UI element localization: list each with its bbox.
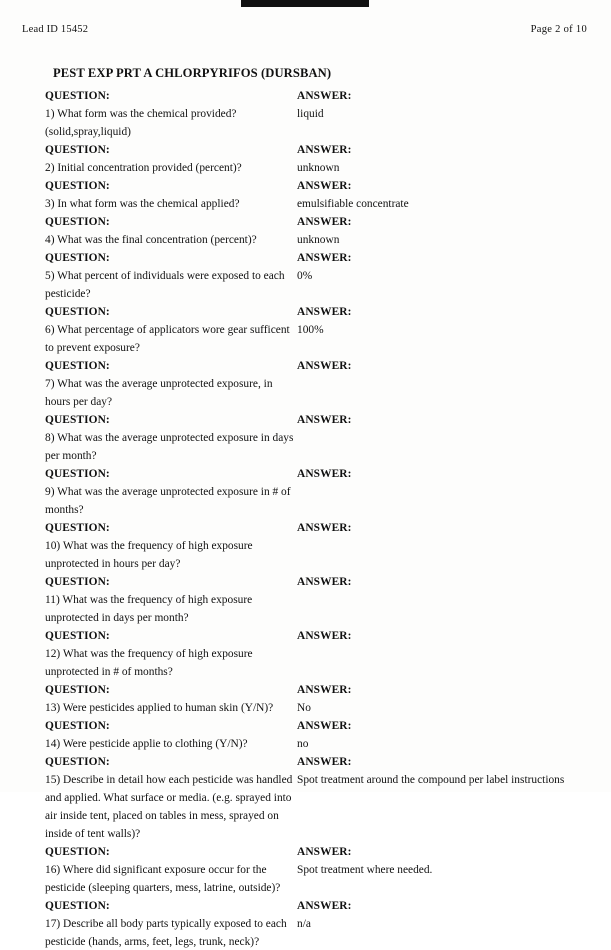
question-label-cell bbox=[45, 572, 297, 590]
qa-table bbox=[45, 86, 568, 950]
answer-label: ANSWER: bbox=[297, 468, 352, 480]
question-label: QUESTION: bbox=[45, 360, 110, 372]
question-cell bbox=[45, 644, 297, 680]
answer-label-cell bbox=[297, 212, 568, 230]
table-row bbox=[45, 680, 568, 698]
question-cell bbox=[45, 320, 297, 356]
table-row bbox=[45, 266, 568, 302]
answer-label-cell bbox=[297, 572, 568, 590]
table-row bbox=[45, 374, 568, 410]
answer-label-cell bbox=[297, 410, 568, 428]
question-label-cell bbox=[45, 680, 297, 698]
question-text: 15) Describe in detail how each pesticide was handled and applied. What surface or media. (e.g. sprayed into air inside tent, placed on tables in mess, sprayed on inside of tent walls)? bbox=[45, 774, 293, 840]
answer-label: ANSWER: bbox=[297, 252, 352, 264]
question-label: QUESTION: bbox=[45, 144, 110, 156]
question-label-cell bbox=[45, 518, 297, 536]
answer-text: No bbox=[297, 702, 311, 714]
answer-cell bbox=[297, 374, 568, 410]
answer-label-cell bbox=[297, 842, 568, 860]
answer-cell bbox=[297, 230, 568, 248]
question-label: QUESTION: bbox=[45, 90, 110, 102]
answer-cell bbox=[297, 194, 568, 212]
question-label-cell bbox=[45, 842, 297, 860]
table-row bbox=[45, 428, 568, 464]
lead-id-label: Lead ID 15452 bbox=[22, 24, 89, 35]
answer-text: emulsifiable concentrate bbox=[297, 198, 409, 210]
question-label-cell bbox=[45, 248, 297, 266]
question-cell bbox=[45, 158, 297, 176]
answer-cell bbox=[297, 698, 568, 716]
answer-text: no bbox=[297, 738, 309, 750]
question-label: QUESTION: bbox=[45, 756, 110, 768]
answer-label: ANSWER: bbox=[297, 360, 352, 372]
question-cell bbox=[45, 104, 297, 140]
answer-label-cell bbox=[297, 626, 568, 644]
question-cell bbox=[45, 590, 297, 626]
question-label-cell bbox=[45, 140, 297, 158]
answer-label: ANSWER: bbox=[297, 180, 352, 192]
answer-label: ANSWER: bbox=[297, 576, 352, 588]
table-row bbox=[45, 716, 568, 734]
table-row bbox=[45, 320, 568, 356]
question-label-cell bbox=[45, 410, 297, 428]
answer-label-cell bbox=[297, 752, 568, 770]
answer-cell bbox=[297, 104, 568, 140]
answer-label-cell bbox=[297, 356, 568, 374]
table-row bbox=[45, 356, 568, 374]
table-row bbox=[45, 536, 568, 572]
question-label-cell bbox=[45, 716, 297, 734]
question-label: QUESTION: bbox=[45, 180, 110, 192]
table-row bbox=[45, 734, 568, 752]
question-label-cell bbox=[45, 176, 297, 194]
question-text: 3) In what form was the chemical applied? bbox=[45, 198, 240, 210]
answer-text: 0% bbox=[297, 270, 313, 282]
answer-label-cell bbox=[297, 716, 568, 734]
question-text: 8) What was the average unprotected exposure in days per month? bbox=[45, 432, 294, 462]
question-label-cell bbox=[45, 626, 297, 644]
answer-label-cell bbox=[297, 680, 568, 698]
answer-label: ANSWER: bbox=[297, 846, 352, 858]
question-label: QUESTION: bbox=[45, 414, 110, 426]
question-label-cell bbox=[45, 356, 297, 374]
table-row bbox=[45, 626, 568, 644]
answer-label: ANSWER: bbox=[297, 306, 352, 318]
page-title: PEST EXP PRT A CHLORPYRIFOS (DURSBAN) bbox=[53, 66, 332, 80]
table-row bbox=[45, 752, 568, 770]
question-label-cell bbox=[45, 302, 297, 320]
question-label-cell bbox=[45, 752, 297, 770]
question-text: 14) Were pesticide applie to clothing (Y/N)? bbox=[45, 738, 248, 750]
table-row bbox=[45, 86, 568, 104]
question-cell bbox=[45, 914, 297, 950]
table-row bbox=[45, 302, 568, 320]
question-text: 7) What was the average unprotected exposure, in hours per day? bbox=[45, 378, 273, 408]
question-text: 17) Describe all body parts typically exposed to each pesticide (hands, arms, feet, legs, trunk, neck)? bbox=[45, 918, 287, 948]
question-label: QUESTION: bbox=[45, 576, 110, 588]
answer-cell bbox=[297, 914, 568, 950]
question-cell bbox=[45, 536, 297, 572]
question-cell bbox=[45, 482, 297, 518]
answer-label-cell bbox=[297, 248, 568, 266]
question-cell bbox=[45, 374, 297, 410]
question-label: QUESTION: bbox=[45, 306, 110, 318]
answer-label: ANSWER: bbox=[297, 216, 352, 228]
answer-label: ANSWER: bbox=[297, 720, 352, 732]
question-label-cell bbox=[45, 86, 297, 104]
table-row bbox=[45, 896, 568, 914]
question-text: 9) What was the average unprotected exposure in # of months? bbox=[45, 486, 291, 516]
question-label: QUESTION: bbox=[45, 684, 110, 696]
question-text: 13) Were pesticides applied to human skin (Y/N)? bbox=[45, 702, 274, 714]
question-text: 11) What was the frequency of high exposure unprotected in days per month? bbox=[45, 594, 253, 624]
table-row bbox=[45, 104, 568, 140]
table-row bbox=[45, 194, 568, 212]
page-header bbox=[0, 24, 611, 40]
question-cell bbox=[45, 230, 297, 248]
question-text: 2) Initial concentration provided (percent)? bbox=[45, 162, 242, 174]
answer-label: ANSWER: bbox=[297, 630, 352, 642]
question-label: QUESTION: bbox=[45, 846, 110, 858]
question-label: QUESTION: bbox=[45, 720, 110, 732]
table-row bbox=[45, 572, 568, 590]
answer-label: ANSWER: bbox=[297, 900, 352, 912]
answer-cell bbox=[297, 644, 568, 680]
question-label: QUESTION: bbox=[45, 900, 110, 912]
answer-cell bbox=[297, 536, 568, 572]
table-row bbox=[45, 518, 568, 536]
table-row bbox=[45, 842, 568, 860]
answer-cell bbox=[297, 590, 568, 626]
answer-cell bbox=[297, 860, 568, 896]
question-cell bbox=[45, 770, 297, 842]
question-label: QUESTION: bbox=[45, 630, 110, 642]
answer-label: ANSWER: bbox=[297, 756, 352, 768]
question-label-cell bbox=[45, 212, 297, 230]
table-row bbox=[45, 158, 568, 176]
question-text: 1) What form was the chemical provided?(solid,spray,liquid) bbox=[45, 108, 237, 138]
table-row bbox=[45, 140, 568, 158]
answer-text: liquid bbox=[297, 108, 324, 120]
question-cell bbox=[45, 428, 297, 464]
answer-text: unknown bbox=[297, 234, 340, 246]
answer-label-cell bbox=[297, 176, 568, 194]
question-cell bbox=[45, 734, 297, 752]
question-label: QUESTION: bbox=[45, 522, 110, 534]
answer-label-cell bbox=[297, 518, 568, 536]
question-cell bbox=[45, 698, 297, 716]
question-label: QUESTION: bbox=[45, 252, 110, 264]
answer-text: 100% bbox=[297, 324, 324, 336]
answer-label: ANSWER: bbox=[297, 144, 352, 156]
table-row bbox=[45, 176, 568, 194]
answer-cell bbox=[297, 158, 568, 176]
answer-label-cell bbox=[297, 464, 568, 482]
answer-cell bbox=[297, 428, 568, 464]
answer-label-cell bbox=[297, 140, 568, 158]
table-row bbox=[45, 410, 568, 428]
table-row bbox=[45, 464, 568, 482]
question-label: QUESTION: bbox=[45, 216, 110, 228]
table-row bbox=[45, 248, 568, 266]
answer-cell bbox=[297, 266, 568, 302]
table-row bbox=[45, 212, 568, 230]
question-text: 10) What was the frequency of high exposure unprotected in hours per day? bbox=[45, 540, 253, 570]
table-row bbox=[45, 860, 568, 896]
answer-cell bbox=[297, 770, 568, 842]
table-row bbox=[45, 698, 568, 716]
answer-label: ANSWER: bbox=[297, 90, 352, 102]
table-row bbox=[45, 482, 568, 518]
question-cell bbox=[45, 860, 297, 896]
table-row bbox=[45, 644, 568, 680]
answer-label: ANSWER: bbox=[297, 522, 352, 534]
table-row bbox=[45, 230, 568, 248]
answer-text: Spot treatment around the compound per label instructions bbox=[297, 774, 565, 786]
answer-label-cell bbox=[297, 896, 568, 914]
table-row bbox=[45, 590, 568, 626]
answer-label: ANSWER: bbox=[297, 684, 352, 696]
table-row bbox=[45, 770, 568, 842]
answer-text: unknown bbox=[297, 162, 340, 174]
question-label: QUESTION: bbox=[45, 468, 110, 480]
question-text: 16) Where did significant exposure occur for the pesticide (sleeping quarters, mess, latrine, outside)? bbox=[45, 864, 281, 894]
question-text: 5) What percent of individuals were exposed to each pesticide? bbox=[45, 270, 285, 300]
page-number-label: Page 2 of 10 bbox=[530, 24, 587, 35]
question-text: 12) What was the frequency of high exposure unprotected in # of months? bbox=[45, 648, 253, 678]
question-text: 6) What percentage of applicators wore gear sufficent to prevent exposure? bbox=[45, 324, 290, 354]
answer-label: ANSWER: bbox=[297, 414, 352, 426]
answer-text: Spot treatment where needed. bbox=[297, 864, 433, 876]
question-label-cell bbox=[45, 896, 297, 914]
question-cell bbox=[45, 194, 297, 212]
question-label-cell bbox=[45, 464, 297, 482]
answer-text: n/a bbox=[297, 918, 311, 930]
question-cell bbox=[45, 266, 297, 302]
answer-label-cell bbox=[297, 86, 568, 104]
answer-cell bbox=[297, 734, 568, 752]
answer-cell bbox=[297, 320, 568, 356]
table-row bbox=[45, 914, 568, 950]
scan-artifact-bar bbox=[241, 0, 369, 7]
answer-cell bbox=[297, 482, 568, 518]
question-text: 4) What was the final concentration (percent)? bbox=[45, 234, 257, 246]
answer-label-cell bbox=[297, 302, 568, 320]
